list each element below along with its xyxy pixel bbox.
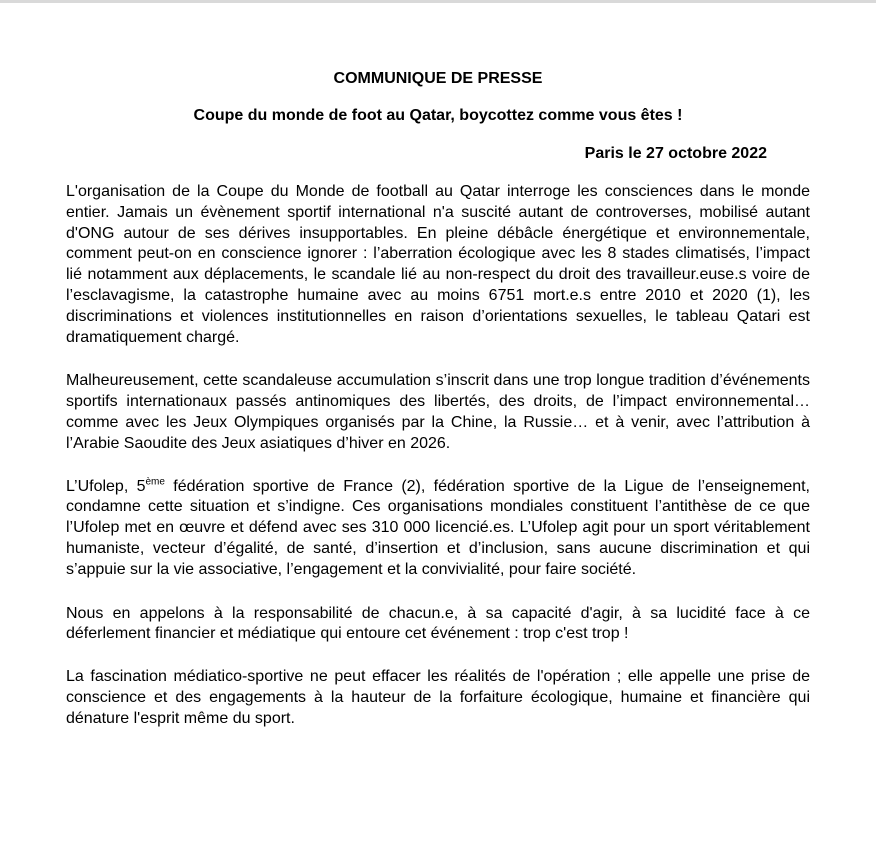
paragraph-3-rest: fédération sportive de France (2), fédération sportive de la Ligue de l’enseignement, condamne cette situation et s’indigne. Ces organisations mondiales constituent l’antithèse de ce que l’Ufolep met en œuvre et défend avec ses 310 000 licencié.es. L’Ufolep agit pour un sport véritablement humaniste, vecteur d’égalité, de santé, d’insertion et d’inclusion, sans aucune discrimination et qui s’appuie sur la vie associative, l’engagement et la convivialité, pour faire société. [66, 477, 811, 578]
paragraph-3 [66, 477, 810, 581]
paragraph-5: La fascination médiatico-sportive ne peut effacer les réalités de l'opération ; elle appelle une prise de conscience et des engagements à la hauteur de la forfaiture écologique, humaine et financière qui dénature l'esprit même du sport. [66, 668, 810, 727]
paragraph-2: Malheureusement, cette scandaleuse accumulation s’inscrit dans une trop longue tradition d’événements sportifs internationaux passés antinomiques des libertés, des droits, de l’impact environnemental… comme avec les Jeux Olympiques organisés par la Chine, la Russie… et à venir, avec l’attribution à l’Arabie Saoudite des Jeux asiatiques d’hiver en 2026. [66, 372, 810, 452]
document-page [66, 69, 810, 730]
dateline: Paris le 27 octobre 2022 [584, 145, 767, 162]
paragraph-1: L'organisation de la Coupe du Monde de football au Qatar interroge les consciences dans le monde entier. Jamais un évènement sportif international n'a suscité autant de controverses, mobilisé autant d'ONG autour de ses dérives insupportables. En pleine débâcle énergétique et environnementale, comment peut-on en conscience ignorer : l’aberration écologique avec les 8 stades climatisés, l’impact lié notamment aux déplacements, le scandale lié au non-respect du droit des travailleur.euse.s voire de l’esclavagisme, la catastrophe humaine avec au moins 6751 mort.e.s entre 2010 et 2020 (1), les discriminations et violences institutionnelles en raison d’orientations sexuelles, le tableau Qatari est dramatiquement chargé. [66, 183, 810, 346]
paragraph-3-start: L’Ufolep, 5 [66, 477, 146, 495]
document-subtitle: Coupe du monde de foot au Qatar, boycottez comme vous êtes ! [193, 107, 683, 124]
ordinal-superscript: ème [145, 476, 165, 488]
top-border [0, 0, 876, 3]
paragraph-4: Nous en appelons à la responsabilité de chacun.e, à sa capacité d'agir, à sa lucidité face à ce déferlement financier et médiatique qui entoure cet événement : trop c'est trop ! [66, 604, 810, 643]
document-title: COMMUNIQUE DE PRESSE [333, 70, 543, 87]
